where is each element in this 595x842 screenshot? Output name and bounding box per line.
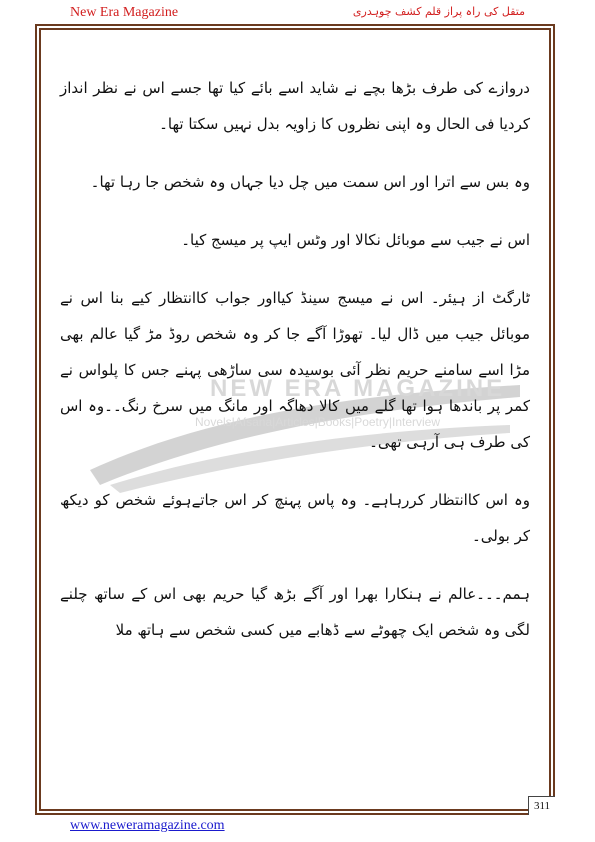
story-author-header: متقل کی راہ پراز قلم کشف چوہدری (352, 5, 525, 18)
watermark-subtitle: Novels|Afsana|Articles|Books|Poetry|Interview (195, 415, 441, 429)
paragraph: ٹارگٹ از ہیئر۔ اس نے میسج سینڈ کیااور جواب کاانتظار کیے بنا اس نے موبائل جیب میں ڈال لیا۔ تھوڑا آگے جا کر وہ شخص روڈ مڑ گیا عالم بھی مڑا اسے سامنے حریم نظر آئی بوسیدہ سی ساڑھی پہنے جس کا پلواس نے کمر پر باندھا ہوا تھا گلے میں کالا دھاگہ اور مانگ میں سرخ رنگ۔۔وہ اس کی طرف ہی آرہی تھی۔ (60, 289, 530, 451)
paragraph: وہ اس کاانتظار کررہاہے۔ وہ پاس پہنچ کر اس جاتےہوئے شخص کو دیکھ کر بولی۔ (60, 491, 530, 545)
page-number: 311 (528, 796, 555, 815)
paragraph: اس نے جیب سے موبائل نکالا اور وٹس ایپ پر میسج کیا۔ (181, 231, 530, 249)
paragraph: ہمم۔۔۔عالم نے ہنکارا بھرا اور آگے بڑھ گیا حریم بھی اس کے ساتھ چلنے لگی وہ شخص ایک چھوٹے سے ڈھابے میں کسی شخص سے ہاتھ ملا (60, 585, 530, 639)
watermark-title: NEW ERA MAGAZINE (210, 375, 506, 402)
story-body (60, 70, 530, 670)
paragraph: وہ بس سے اترا اور اس سمت میں چل دیا جہاں وہ شخص جا رہا تھا۔ (90, 173, 530, 191)
magazine-name: New Era Magazine (70, 5, 179, 20)
paragraph: دروازے کی طرف بڑھا بچے نے شاید اسے بائے کیا تھا جسے اس نے نظر انداز کردیا فی الحال وہ اپنی نظروں کا زاویہ بدل نہیں سکتا تھا۔ (60, 79, 530, 133)
website-link[interactable]: www.neweramagazine.com (70, 818, 225, 833)
